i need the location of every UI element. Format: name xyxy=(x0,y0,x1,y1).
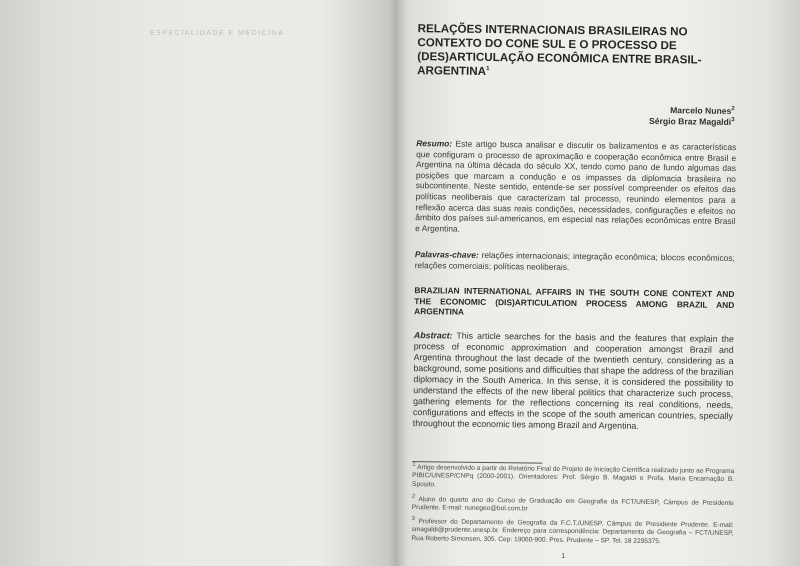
author-name: Sérgio Braz Magaldi xyxy=(648,115,732,127)
resumo-paragraph xyxy=(415,138,736,237)
footnote-text: Professor do Departamento de Geografia da F.C.T./UNESP, Câmpus de Presidente Prudente. E-mail: smagaldi@prudente.unesp.br. Endereço para correspondência: Departamento de Geografia – FCT/UNESP, Rua Roberto Simonsen, 305. Cep: 19060-900. Pres. Prudente – SP. Tel. 18 2295375. xyxy=(411,518,734,545)
article-title xyxy=(417,22,740,82)
abstract-paragraph xyxy=(413,330,734,433)
resumo-label: Resumo: xyxy=(416,138,453,149)
footnote xyxy=(411,493,734,517)
footnote-text: Aluno do quarto ano do Curso de Graduação em Geografia da FCT/UNESP, Câmpus de Presidente Prudente. E-mail: nunegeo@bol.com.br xyxy=(411,496,734,513)
author-name: Marcelo Nunes xyxy=(670,105,732,116)
article-title-text: RELAÇÕES INTERNACIONAIS BRASILEIRAS NO CONTEXTO DO CONE SUL E O PROCESSO DE (DES)ARTICULAÇÃO ECONÔMICA ENTRE BRASIL-ARGENTINA xyxy=(417,22,702,78)
keywords-paragraph xyxy=(415,249,735,274)
author-footnote-ref: 2 xyxy=(731,106,735,113)
footnote-number: 2 xyxy=(411,493,416,500)
title-footnote-ref: 1 xyxy=(486,66,490,73)
abstract-label: Abstract: xyxy=(413,330,453,341)
footnote xyxy=(411,515,734,547)
english-title: BRAZILIAN INTERNATIONAL AFFAIRS IN THE SOUTH CONE CONTEXT AND THE ECONOMIC (DIS)ARTICULATION PROCESS AMONG BRAZIL AND ARGENTINA xyxy=(414,285,735,317)
author-footnote-ref: 3 xyxy=(731,117,735,124)
footnote-number: 3 xyxy=(411,515,416,522)
abstract-text: This article searches for the basis and the features that explain the process of economic approximation and cooperation amongst Brazil and Argentina throughout the last decade of the twentieth century, considering as a background, some positions and difficulties that shape the address of the brazilian diplomacy in the South America. In this sense, it is considered the possibility to understand the effects of the new liberal politics that characterize such process, gathering elements for the reflections concerning its real conditions, needs, configurations and effects in the scope of the south american countries, specially throughout the economic ties among Brazil and Argentina. xyxy=(412,330,734,431)
keywords-label: Palavras-chave: xyxy=(414,249,479,260)
author xyxy=(649,116,735,128)
resumo-text: Este artigo busca analisar e discutir os balizamentos e as características que configuram o processo de aproximação e cooperação econômica entre Brasil e Argentina na última década do século XX, tendo como pano de fundo algumas das posições que marcam a condução e os impasses da diplomacia brasileira no subcontinente. Neste sentido, entende-se ser possível compreender os efeitos das políticas neoliberais que caracterizam tal processo, reunindo elementos para a reflexão acerca das suas reais condições, necessidades, configurações e efeitos no âmbito dos países sul-americanos, em especial nas relações econômicas entre Brasil e Argentina. xyxy=(415,138,737,234)
page-number: 1 xyxy=(561,552,566,560)
author-list xyxy=(649,105,735,128)
right-page xyxy=(403,0,740,566)
keywords-text: relações internacionais; integração econômica; blocos econômicos; relações comerciais; políticas neoliberais. xyxy=(414,249,735,272)
left-page xyxy=(0,0,395,566)
footnote-text: Artigo desenvolvido a partir do Relatório Final de Projeto de Iniciação Científica realizado junto ao Programa PIBIC/UNESP/CNPq (2000-2001). Orientadores: Prof. Sérgio B. Magaldi e Profa. Maria Encarnação B. Sposito. xyxy=(412,464,735,489)
footnote-number: 1 xyxy=(412,461,416,468)
footnote xyxy=(412,461,735,493)
running-head: ESPECIALIDADE E MEDICINA xyxy=(150,30,285,37)
footnote-rule xyxy=(412,461,542,464)
